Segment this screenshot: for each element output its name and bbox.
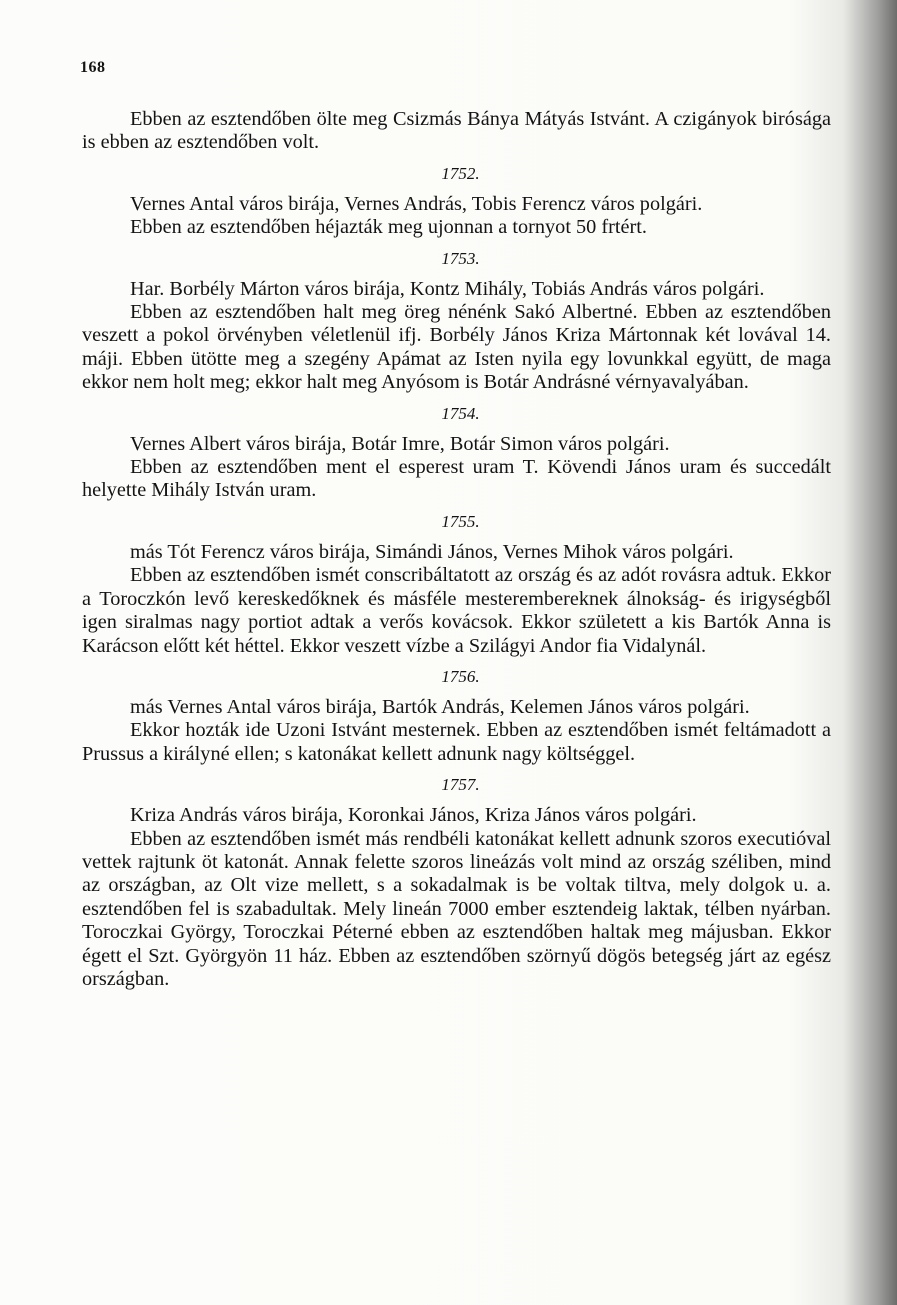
year-heading: 1755. [441,511,480,531]
paragraph: Ebben az esztendőben ismét más rendbéli katonákat kellett adnunk szoros executióval vettek rajtunk öt katonát. Annak felette szoros lineázás volt mind az ország széliben, mind az országban, az Olt vize mellett, s a sokadalmak is be voltak tiltva, mely dolgok u. a. esztendőben fel is szabadultak. Mely lineán 7000 ember esztendeig laktak, télben nyárban. Toroczkai György, Toroczkai Péterné ebben az esztendőben haltak meg májusban. Ekkor égett el Szt. Györgyön 11 ház. Ebben az esztendőben szörnyű dögös betegség járt az egész országban. [82,827,831,990]
paragraph: Ebben az esztendőben ölte meg Csizmás Bánya Mátyás Istvánt. A czigányok birósága is ebben az esztendőben volt. [82,108,831,154]
paragraph: más Tót Ferencz város birája, Simándi János, Vernes Mihok város polgári. [130,540,734,563]
paragraph: Har. Borbély Márton város birája, Kontz Mihály, Tobiás András város polgári. [130,277,765,300]
page-text [82,108,831,991]
year-heading: 1756. [441,666,480,686]
paragraph: Vernes Albert város birája, Botár Imre, Botár Simon város polgári. [130,432,670,455]
paragraph: Ebben az esztendőben héjazták meg ujonnan a tornyot 50 frtért. [130,216,647,239]
year-heading: 1754. [441,403,480,423]
paragraph: Ebben az esztendőben halt meg öreg nénénk Sakó Albertné. Ebben az esztendőben veszett a pokol örvényben véletlenül ifj. Borbély János Kriza Mártonnak két lovával 14. máji. Ebben ütötte meg a szegény Apámat az Isten nyila egy lovunkkal együtt, de maga ekkor nem holt meg; ekkor halt meg Anyósom is Botár Andrásné vérnyavalyában. [82,301,831,394]
paragraph: Ebben az esztendőben ment el esperest uram T. Kövendi János uram és succedált helyette Mihály István uram. [82,456,831,502]
year-heading: 1757. [441,775,480,795]
paragraph: Ekkor hozták ide Uzoni Istvánt mesternek. Ebben az esztendőben ismét feltámadott a Prussus a királyné ellen; s katonákat kellett adnunk nagy költséggel. [82,719,831,765]
paragraph: Ebben az esztendőben ismét conscribáltatott az ország és az adót rovásra adtuk. Ekkor a Toroczkón levő kereskedőknek és másféle mesterembereknek álnokság- és irigységből igen siralmas nagy portiot adtak a verős kovácsok. Ekkor született a kis Bartók Anna is Karácson előtt két héttel. Ekkor veszett vízbe a Szilágyi Andor fia Vidalynál. [82,564,831,657]
paragraph: Vernes Antal város birája, Vernes András, Tobis Ferencz város polgári. [130,192,703,215]
year-heading: 1752. [441,163,480,183]
paragraph: más Vernes Antal város birája, Bartók András, Kelemen János város polgári. [130,695,750,718]
year-heading: 1753. [441,248,480,268]
page-number: 168 [80,59,106,76]
paragraph: Kriza András város birája, Koronkai János, Kriza János város polgári. [130,804,697,827]
